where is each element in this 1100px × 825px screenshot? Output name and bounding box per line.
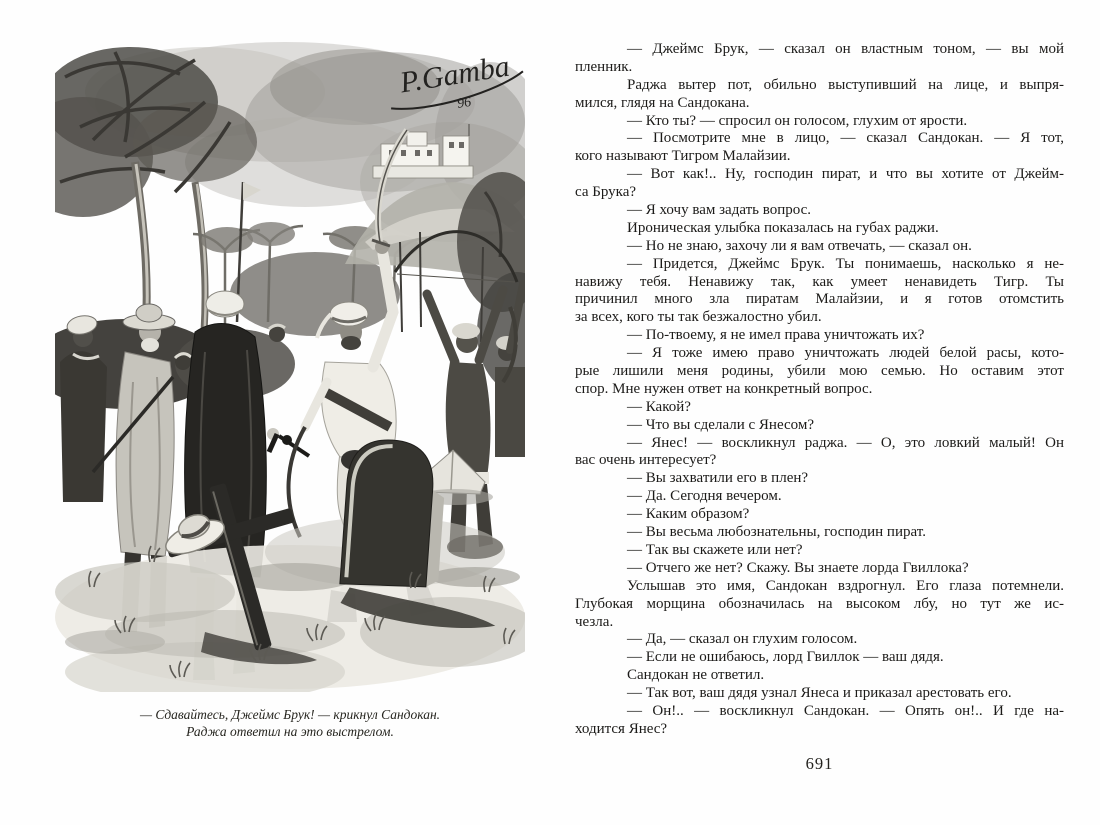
text-line: — Вы весьма любознательны, господин пират.: [627, 524, 926, 541]
text-line: Услышав это имя, Сандокан вздрогнул. Его глаза потемнели.: [627, 577, 1064, 594]
illustration-caption: [55, 706, 525, 740]
text-line: спор. Мне нужен ответ на конкретный вопрос.: [575, 380, 873, 397]
text-line: — Да, — сказал он глухим голосом.: [627, 631, 858, 648]
illustration: [55, 32, 525, 692]
text-line: — Что вы сделали с Янесом?: [627, 416, 814, 433]
text-line: вас очень интересует?: [575, 452, 717, 469]
text-line: Глубокая морщина обозначилась на высоком лбу, но тут же ис-: [575, 595, 1064, 612]
text-line: — Да. Сегодня вечером.: [627, 488, 782, 505]
text-line: — Вы захватили его в плен?: [627, 470, 809, 487]
text-line: Раджа вытер пот, обильно выступивший на лице, и выпря-: [627, 76, 1064, 93]
text-line: — Он!.. — воскликнул Сандокан. — Опять он!.. И где на-: [627, 702, 1064, 719]
text-line: — Если не ошибаюсь, лорд Гвиллок — ваш дядя.: [627, 649, 944, 666]
text-line: — По-твоему, я не имел права уничтожать их?: [627, 327, 925, 344]
page-number: 691: [805, 754, 834, 773]
signature-text: P.Gamba: [397, 49, 512, 100]
text-line: — Но не знаю, захочу ли я вам отвечать, — сказал он.: [627, 237, 972, 254]
signature-year: 96: [456, 94, 473, 112]
text-line: — Джеймс Брук, — сказал он властным тоном, — вы мой: [627, 41, 1064, 57]
illustration-art: [55, 32, 525, 692]
text-line: — Посмотрите мне в лицо, — сказал Сандокан. — Я тот,: [627, 130, 1064, 147]
text-line: — Отчего же нет? Скажу. Вы знаете лорда Гвиллока?: [627, 559, 969, 576]
bush: [447, 535, 503, 559]
text-line: — Так вы скажете или нет?: [627, 541, 803, 558]
text-line: — Так вот, ваш дядя узнал Янеса и приказал арестовать его.: [627, 685, 1012, 702]
caption-line-2: Раджа ответил на это выстрелом.: [186, 724, 394, 739]
text-line: Сандокан не ответил.: [627, 667, 765, 684]
text-line: — Придется, Джеймс Брук. Ты понимаешь, насколько я не-: [627, 255, 1064, 272]
text-line: — Я хочу вам задать вопрос.: [627, 202, 812, 219]
text-line: — Вот как!.. Ну, господин пират, и что вы хотите от Джейм-: [627, 166, 1064, 183]
text-line: пленник.: [575, 58, 633, 75]
text-line: чезла.: [575, 613, 614, 630]
text-line: причинил много зла пиратам Малайзии, и я готов отомстить: [575, 291, 1064, 308]
text-line: кого называют Тигром Малайзии.: [575, 148, 791, 165]
text-line: — Я тоже имею право уничтожать людей белой расы, кото-: [627, 345, 1064, 362]
text-line: навижу тебя. Ненавижу так, как умеет ненавидеть Тигр. Ты: [575, 273, 1064, 290]
text-line: мился, глядя на Сандокана.: [575, 94, 750, 111]
text-line: рые лишили меня родины, убили мою семью. Но оставим этот: [575, 363, 1064, 380]
caption-line-1: — Сдавайтесь, Джеймс Брук! — крикнул Сандокан.: [139, 707, 441, 722]
text-line: за всех, кого ты так безжалостно убил.: [575, 309, 822, 326]
text-line: ходится Янес?: [575, 720, 668, 737]
text-line: — Какой?: [627, 398, 691, 415]
text-line: — Каким образом?: [627, 506, 750, 523]
text-line: — Кто ты? — спросил он голосом, глухим от ярости.: [627, 112, 968, 129]
text-line: — Янес! — воскликнул раджа. — О, это ловкий малый! Он: [627, 434, 1064, 451]
text-line: Ироническая улыбка показалась на губах раджи.: [627, 219, 939, 236]
text-line: са Брука?: [575, 184, 637, 201]
text-column: [575, 41, 1064, 739]
